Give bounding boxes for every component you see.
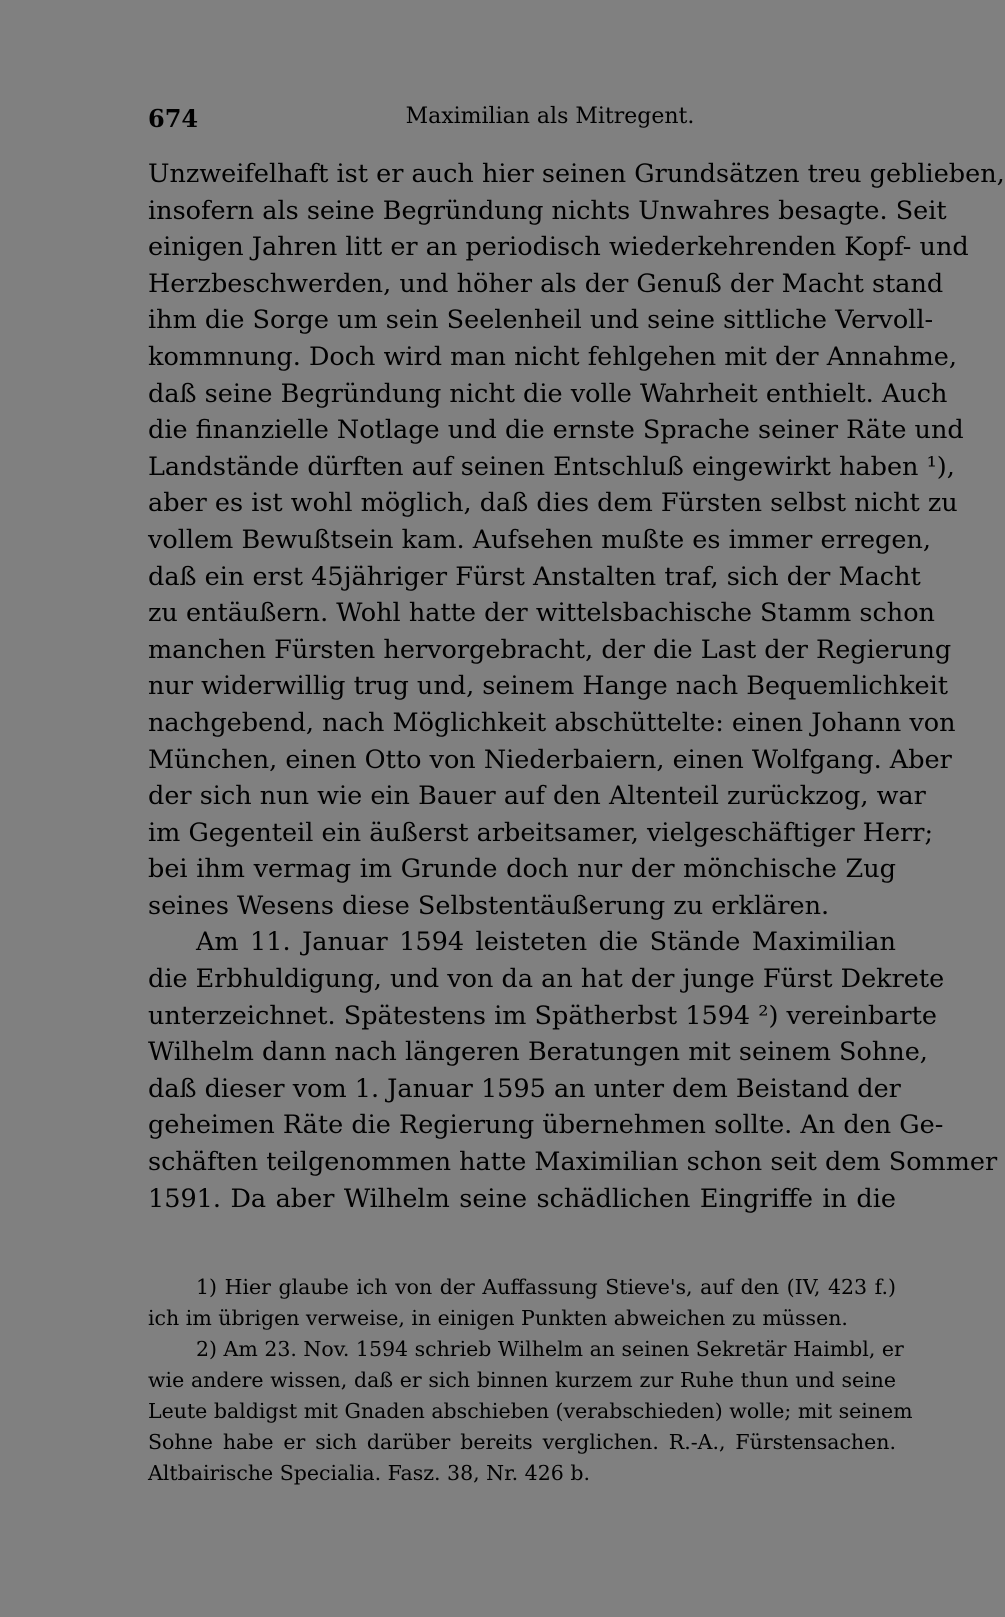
text-line: einigen Jahren litt er an periodisch wiederkehrenden Kopf- und	[148, 232, 969, 263]
text-line: 1591. Da aber Wilhelm seine schädlichen Eingriffe in die	[148, 1183, 896, 1214]
text-line: nur widerwillig trug und, seinem Hange nach Bequemlichkeit	[148, 671, 949, 702]
text-line: kommnung. Doch wird man nicht fehlgehen mit der Annahme,	[148, 341, 957, 372]
page-header	[148, 104, 896, 140]
text-line: Unzweifelhaft ist er auch hier seinen Grundsätzen treu geblieben,	[148, 159, 1005, 189]
text-line: schäften teilgenommen hatte Maximilian schon seit dem Sommer	[148, 1147, 998, 1178]
footnote-line: Sohne habe er sich darüber bereits verglichen. R.-A., Fürstensachen.	[148, 1430, 896, 1454]
footnote-line: wie andere wissen, daß er sich binnen kurzem zur Ruhe thun und seine	[148, 1368, 896, 1392]
text-line: vollem Bewußtsein kam. Aufsehen mußte es immer erregen,	[148, 524, 931, 555]
footnote-line: 1) Hier glaube ich von der Auffassung Stieve's, auf den (IV, 423 f.)	[196, 1275, 896, 1299]
text-line: unterzeichnet. Spätestens im Spätherbst 1594 ²) vereinbarte	[148, 1000, 937, 1031]
text-line: Wilhelm dann nach längeren Beratungen mit seinem Sohne,	[148, 1037, 928, 1068]
text-line: der sich nun wie ein Bauer auf den Altenteil zurückzog, war	[148, 781, 926, 812]
running-title: Maximilian als Mitregent.	[405, 104, 695, 129]
text-line: daß dieser vom 1. Januar 1595 an unter dem Beistand der	[148, 1073, 901, 1104]
text-line: die Erbhuldigung, und von da an hat der junge Fürst Dekrete	[148, 964, 945, 995]
main-text	[148, 156, 1005, 1217]
footnote-line: ich im übrigen verweise, in einigen Punkten abweichen zu müssen.	[148, 1306, 848, 1330]
text-line: geheimen Räte die Regierung übernehmen sollte. An den Ge-	[148, 1110, 944, 1141]
text-line: zu entäußern. Wohl hatte der wittelsbachische Stamm schon	[148, 598, 935, 629]
text-line: daß seine Begründung nicht die volle Wahrheit enthielt. Auch	[148, 378, 948, 409]
page-number: 674	[148, 104, 199, 133]
text-line: bei ihm vermag im Grunde doch nur der mönchische Zug	[148, 854, 896, 885]
footnotes	[148, 1272, 913, 1489]
text-line: im Gegenteil ein äußerst arbeitsamer, vielgeschäftiger Herr;	[148, 817, 934, 848]
text-line: Am 11. Januar 1594 leisteten die Stände Maximilian	[196, 927, 896, 958]
text-line: seines Wesens diese Selbstentäußerung zu erklären.	[148, 890, 830, 921]
text-line: München, einen Otto von Niederbaiern, einen Wolfgang. Aber	[148, 744, 952, 775]
footnote-line: 2) Am 23. Nov. 1594 schrieb Wilhelm an seinen Sekretär Haimbl, er	[196, 1337, 904, 1361]
text-line: aber es ist wohl möglich, daß dies dem Fürsten selbst nicht zu	[148, 488, 958, 519]
text-line: Herzbeschwerden, und höher als der Genuß der Macht stand	[148, 268, 944, 299]
text-line: die finanzielle Notlage und die ernste Sprache seiner Räte und	[148, 415, 964, 446]
text-line: daß ein erst 45jähriger Fürst Anstalten traf, sich der Macht	[148, 561, 921, 592]
text-line: ihm die Sorge um sein Seelenheil und seine sittliche Vervoll-	[148, 305, 934, 336]
footnote-line: Leute baldigst mit Gnaden abschieben (verabschieden) wolle; mit seinem	[148, 1399, 913, 1423]
text-line: manchen Fürsten hervorgebracht, der die Last der Regierung	[148, 634, 952, 665]
text-line: Landstände dürften auf seinen Entschluß eingewirkt haben ¹),	[148, 451, 955, 482]
text-line: insofern als seine Begründung nichts Unwahres besagte. Seit	[148, 195, 947, 226]
footnote-line: Altbairische Specialia. Fasz. 38, Nr. 426 b.	[148, 1461, 590, 1485]
text-line: nachgebend, nach Möglichkeit abschüttelte: einen Johann von	[148, 707, 956, 738]
